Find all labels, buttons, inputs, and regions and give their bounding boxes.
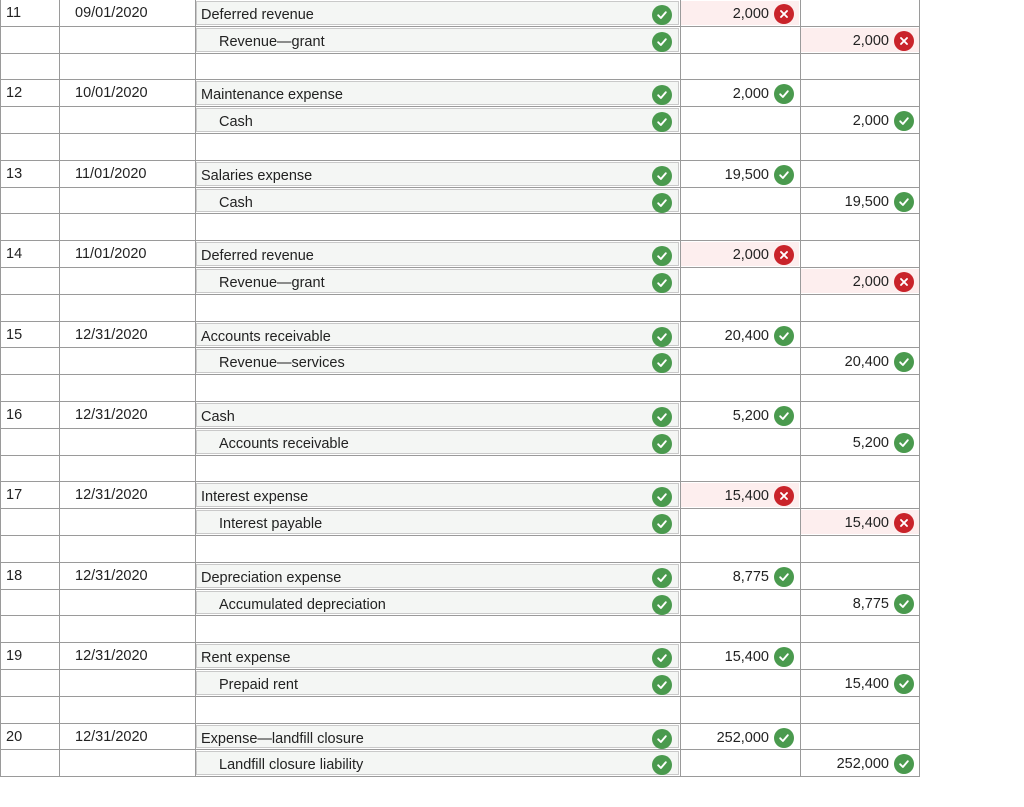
table-row [0,563,920,590]
account-field[interactable] [196,751,679,775]
account-name: Salaries expense [201,167,313,184]
account-field[interactable] [196,28,679,52]
check-circle-icon [652,112,672,132]
credit-field[interactable] [801,189,919,213]
credit-amount: 20,400 [844,354,889,371]
debit-amount: 2,000 [732,247,769,264]
table-row [0,188,920,215]
credit-amount: 2,000 [852,113,889,130]
table-row [0,643,920,670]
spacer-row [0,697,920,724]
credit-field[interactable] [801,403,919,427]
account-name: Cash [201,408,235,425]
check-circle-icon [652,675,672,695]
x-circle-icon [774,4,794,24]
account-name: Landfill closure liability [219,757,364,774]
spacer-row [0,134,920,161]
credit-amount: 2,000 [852,273,889,290]
table-row [0,348,920,375]
table-row [0,241,920,268]
check-circle-icon [652,246,672,266]
account-field[interactable] [196,430,679,454]
credit-field[interactable] [801,28,919,52]
entry-date: 12/31/2020 [75,406,148,423]
table-row [0,0,920,27]
check-circle-icon [774,84,794,104]
entry-date: 12/31/2020 [75,567,148,584]
entry-number: 13 [6,165,23,182]
credit-field[interactable] [801,725,919,749]
check-circle-icon [652,514,672,534]
table-row [0,429,920,456]
debit-field[interactable] [681,28,799,52]
check-circle-icon [774,647,794,667]
account-name: Deferred revenue [201,7,314,23]
debit-field[interactable] [681,1,799,25]
table-row [0,750,920,777]
account-field[interactable] [196,483,679,507]
credit-field[interactable] [801,323,919,347]
account-name: Interest expense [201,489,309,506]
credit-field[interactable] [801,510,919,534]
check-circle-icon [894,111,914,131]
account-field[interactable] [196,564,679,588]
table-row [0,509,920,536]
check-circle-icon [652,166,672,186]
debit-field[interactable] [681,564,799,588]
credit-field[interactable] [801,162,919,186]
entry-date: 10/01/2020 [75,85,148,102]
account-field[interactable] [196,162,679,186]
account-field[interactable] [196,1,679,25]
account-name: Maintenance expense [201,87,343,104]
account-name: Rent expense [201,650,291,667]
debit-amount: 2,000 [732,86,769,103]
credit-amount: 252,000 [836,756,889,773]
account-field[interactable] [196,671,679,695]
entry-date: 09/01/2020 [75,5,148,21]
account-name: Interest payable [219,516,323,533]
entry-number: 14 [6,246,23,263]
account-name: Accounts receivable [219,435,349,452]
credit-field[interactable] [801,108,919,132]
account-field[interactable] [196,403,679,427]
table-row [0,161,920,188]
check-circle-icon [774,165,794,185]
debit-amount: 15,400 [724,488,769,505]
debit-field[interactable] [681,403,799,427]
check-circle-icon [894,433,914,453]
table-row [0,80,920,107]
debit-field[interactable] [681,483,799,507]
credit-field[interactable] [801,81,919,105]
check-circle-icon [652,407,672,427]
table-row [0,590,920,617]
account-field[interactable] [196,189,679,213]
x-circle-icon [894,272,914,292]
check-circle-icon [894,594,914,614]
table-row [0,670,920,697]
debit-field[interactable] [681,671,799,695]
account-name: Accounts receivable [201,328,331,345]
entry-date: 12/31/2020 [75,648,148,665]
x-circle-icon [894,513,914,533]
check-circle-icon [894,754,914,774]
debit-amount: 15,400 [724,649,769,666]
credit-amount: 15,400 [844,515,889,532]
table-row [0,724,920,751]
check-circle-icon [652,568,672,588]
account-name: Accumulated depreciation [219,596,386,613]
entry-date: 12/31/2020 [75,487,148,504]
account-field[interactable] [196,349,679,373]
entry-number: 12 [6,85,23,102]
account-name: Cash [219,194,253,211]
x-circle-icon [774,486,794,506]
x-circle-icon [774,245,794,265]
account-field[interactable] [196,242,679,266]
debit-field[interactable] [681,108,799,132]
credit-amount: 8,775 [852,595,889,612]
account-name: Cash [219,114,253,131]
entry-number: 17 [6,487,23,504]
debit-field[interactable] [681,81,799,105]
spacer-row [0,295,920,322]
check-circle-icon [774,326,794,346]
credit-field[interactable] [801,242,919,266]
account-name: Expense—landfill closure [201,730,364,747]
debit-field[interactable] [681,751,799,775]
account-name: Revenue—grant [219,33,325,50]
credit-field[interactable] [801,644,919,668]
entry-number: 19 [6,648,23,665]
account-name: Revenue—grant [219,274,325,291]
entry-number: 20 [6,728,23,745]
entry-date: 11/01/2020 [75,165,147,182]
table-row [0,268,920,295]
entry-number: 15 [6,326,23,343]
check-circle-icon [652,755,672,775]
account-name: Deferred revenue [201,248,314,265]
debit-amount: 19,500 [724,166,769,183]
credit-amount: 2,000 [852,32,889,49]
account-field[interactable] [196,269,679,293]
account-field[interactable] [196,725,679,749]
entry-number: 11 [6,5,22,21]
check-circle-icon [652,434,672,454]
entry-number: 16 [6,406,23,423]
table-row [0,482,920,509]
credit-field[interactable] [801,483,919,507]
entry-date: 12/31/2020 [75,728,148,745]
table-row [0,27,920,54]
account-field[interactable] [196,591,679,615]
table-row [0,322,920,349]
account-field[interactable] [196,323,679,347]
x-circle-icon [894,31,914,51]
spacer-row [0,616,920,643]
spacer-row [0,214,920,241]
debit-field[interactable] [681,430,799,454]
debit-field[interactable] [681,189,799,213]
credit-field[interactable] [801,564,919,588]
spacer-row [0,536,920,563]
check-circle-icon [652,273,672,293]
check-circle-icon [652,729,672,749]
spacer-row [0,375,920,402]
credit-field[interactable] [801,751,919,775]
entry-date: 11/01/2020 [75,246,147,263]
credit-amount: 15,400 [844,675,889,692]
debit-amount: 2,000 [732,6,769,22]
spacer-row [0,456,920,483]
check-circle-icon [652,595,672,615]
credit-field[interactable] [801,671,919,695]
table-row [0,107,920,134]
check-circle-icon [894,192,914,212]
debit-field[interactable] [681,323,799,347]
credit-amount: 5,200 [852,434,889,451]
debit-field[interactable] [681,269,799,293]
debit-field[interactable] [681,644,799,668]
account-field[interactable] [196,81,679,105]
debit-amount: 20,400 [724,327,769,344]
debit-field[interactable] [681,591,799,615]
check-circle-icon [652,327,672,347]
debit-field[interactable] [681,162,799,186]
credit-field[interactable] [801,269,919,293]
account-field[interactable] [196,644,679,668]
check-circle-icon [652,648,672,668]
table-row [0,402,920,429]
entry-date: 12/31/2020 [75,326,148,343]
debit-field[interactable] [681,349,799,373]
debit-field[interactable] [681,725,799,749]
check-circle-icon [894,352,914,372]
debit-field[interactable] [681,242,799,266]
check-circle-icon [774,567,794,587]
credit-amount: 19,500 [844,193,889,210]
check-circle-icon [652,5,672,25]
debit-amount: 252,000 [716,729,769,746]
account-name: Prepaid rent [219,676,298,693]
account-name: Revenue—services [219,355,345,372]
check-circle-icon [652,487,672,507]
account-name: Depreciation expense [201,569,342,586]
account-field[interactable] [196,108,679,132]
debit-amount: 8,775 [732,568,769,585]
entry-number: 18 [6,567,23,584]
check-circle-icon [652,353,672,373]
check-circle-icon [774,406,794,426]
check-circle-icon [652,193,672,213]
check-circle-icon [894,674,914,694]
check-circle-icon [652,85,672,105]
spacer-row [0,54,920,81]
credit-field[interactable] [801,430,919,454]
check-circle-icon [652,32,672,52]
credit-field[interactable] [801,349,919,373]
account-field[interactable] [196,510,679,534]
debit-amount: 5,200 [732,407,769,424]
debit-field[interactable] [681,510,799,534]
credit-field[interactable] [801,591,919,615]
credit-field[interactable] [801,1,919,25]
check-circle-icon [774,728,794,748]
